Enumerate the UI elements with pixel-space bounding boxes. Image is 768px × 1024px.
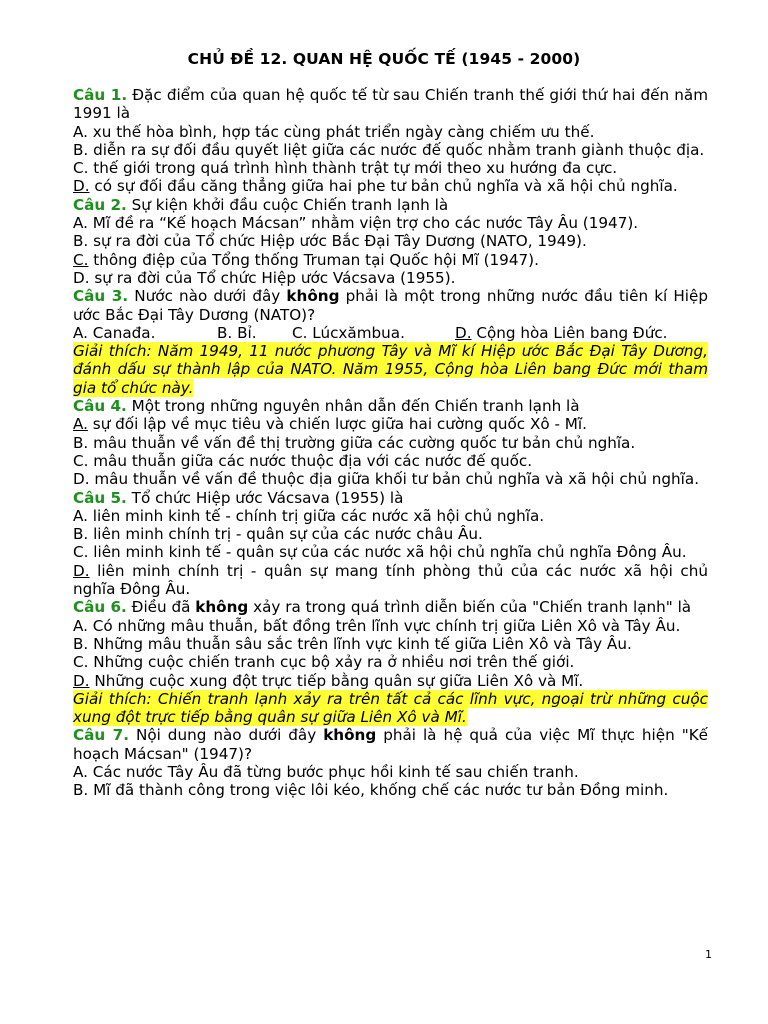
explanation: Giải thích: Chiến tranh lạnh xảy ra trên tất cả các lĩnh vực, ngoại trừ những cuộc xung đột trực tiếp bằng quân sự giữa Liên Xô và Mĩ.	[73, 689, 708, 727]
answer-key: D.	[73, 561, 90, 580]
options-row	[73, 324, 708, 342]
option-c: C. liên minh kinh tế - quân sự của các nước xã hội chủ nghĩa chủ nghĩa Đông Âu.	[73, 543, 687, 562]
option-b: B. diễn ra sự đối đầu quyết liệt giữa các nước đế quốc nhằm tranh giành thuộc địa.	[73, 140, 705, 159]
question-2	[73, 196, 708, 214]
option-a: A. xu thế hòa bình, hợp tác cùng phát triển ngày càng chiếm ưu thế.	[73, 122, 595, 141]
option-c: C. thông điệp của Tổng thống Truman tại Quốc hội Mĩ (1947).	[73, 250, 539, 269]
option-b: B. liên minh chính trị - quân sự của các nước châu Âu.	[73, 525, 483, 544]
option-d: D. Cộng hòa Liên bang Đức.	[455, 323, 668, 342]
question-stem: Sự kiện khởi đầu cuộc Chiến tranh lạnh là	[126, 195, 449, 214]
option-d: D. sự ra đời của Tổ chức Hiệp ước Vácsava (1955).	[73, 268, 456, 287]
option-a: A. Mĩ đề ra “Kế hoạch Mácsan” nhằm viện trợ cho các nước Tây Âu (1947).	[73, 214, 639, 233]
question-5	[73, 489, 708, 507]
question-6: Câu 6. Điều đã không xảy ra trong quá trình diễn biến của "Chiến tranh lạnh" là	[73, 598, 692, 617]
option-b: B. Mĩ đã thành công trong việc lôi kéo, khống chế các nước tư bản Đồng minh.	[73, 781, 669, 800]
explanation: Giải thích: Năm 1949, 11 nước phương Tây và Mĩ kí Hiệp ước Bắc Đại Tây Dương, đánh dấu sự thành lập của NATO. Năm 1955, Cộng hòa Liên bang Đức mới tham gia tổ chức này.	[73, 342, 708, 397]
answer-key: D.	[73, 671, 90, 690]
option-b: B. Những mâu thuẫn sâu sắc trên lĩnh vực kinh tế giữa Liên Xô và Tây Âu.	[73, 634, 632, 653]
document-body	[73, 86, 708, 800]
option-c: C. Những cuộc chiến tranh cục bộ xảy ra ở nhiều nơi trên thế giới.	[73, 653, 575, 672]
option-a: A. Các nước Tây Âu đã từng bước phục hồi kinh tế sau chiến tranh.	[73, 762, 579, 781]
question-label: Câu 6.	[73, 598, 127, 617]
option-a: A. sự đối lập về mục tiêu và chiến lược giữa hai cường quốc Xô - Mĩ.	[73, 415, 587, 434]
question-label: Câu 3.	[73, 287, 129, 306]
question-stem: Tổ chức Hiệp ước Vácsava (1955) là	[126, 488, 404, 507]
option-c: C. mâu thuẫn giữa các nước thuộc địa với các nước đế quốc.	[73, 451, 533, 470]
option-a: A. Có những mâu thuẫn, bất đồng trên lĩnh vực chính trị giữa Liên Xô và Tây Âu.	[73, 616, 681, 635]
question-7: Câu 7. Nội dung nào dưới đây không phải là hệ quả của việc Mĩ thực hiện "Kế hoạch Mácsan" (1947)?	[73, 726, 708, 763]
question-label: Câu 5.	[73, 488, 127, 507]
option-d: D. mâu thuẫn về vấn đề thuộc địa giữa khối tư bản chủ nghĩa và xã hội chủ nghĩa.	[73, 470, 700, 489]
question-label: Câu 4.	[73, 397, 127, 416]
page-number: 1	[705, 948, 712, 961]
answer-key: D.	[73, 177, 90, 196]
answer-key: C.	[73, 250, 89, 269]
option-c: C. thế giới trong quá trình hình thành trật tự mới theo xu hướng đa cực.	[73, 159, 618, 178]
question-stem: Đặc điểm của quan hệ quốc tế từ sau Chiến tranh thế giới thứ hai đến năm 1991 là	[73, 86, 708, 123]
option-b: B. sự ra đời của Tổ chức Hiệp ước Bắc Đại Tây Dương (NATO, 1949).	[73, 232, 587, 251]
option-d: D. có sự đối đầu căng thẳng giữa hai phe tư bản chủ nghĩa và xã hội chủ nghĩa.	[73, 177, 678, 196]
question-4	[73, 397, 708, 415]
option-c: C. Lúcxămbua.	[292, 323, 405, 342]
question-label: Câu 1.	[73, 86, 128, 104]
option-a: A. Canađa.	[73, 323, 156, 342]
document-title: CHỦ ĐỀ 12. QUAN HỆ QUỐC TẾ (1945 - 2000)	[187, 50, 581, 68]
option-a: A. liên minh kinh tế - chính trị giữa các nước xã hội chủ nghĩa.	[73, 506, 545, 525]
question-1	[73, 86, 708, 123]
answer-key: D.	[455, 323, 472, 342]
answer-key: A.	[73, 415, 88, 434]
question-label: Câu 7.	[73, 726, 129, 745]
option-d: D. liên minh chính trị - quân sự mang tính phòng thủ của các nước xã hội chủ nghĩa Đông Âu.	[73, 561, 708, 599]
question-label: Câu 2.	[73, 195, 127, 214]
question-stem: Một trong những nguyên nhân dẫn đến Chiến tranh lạnh là	[126, 397, 580, 416]
option-b: B. mâu thuẫn về vấn đề thị trường giữa các cường quốc tư bản chủ nghĩa.	[73, 433, 636, 452]
option-b: B. Bỉ.	[217, 323, 257, 342]
question-3: Câu 3. Nước nào dưới đây không phải là một trong những nước đầu tiên kí Hiệp ước Bắc Đại Tây Dương (NATO)?	[73, 287, 709, 324]
option-d: D. Những cuộc xung đột trực tiếp bằng quân sự giữa Liên Xô và Mĩ.	[73, 671, 584, 690]
